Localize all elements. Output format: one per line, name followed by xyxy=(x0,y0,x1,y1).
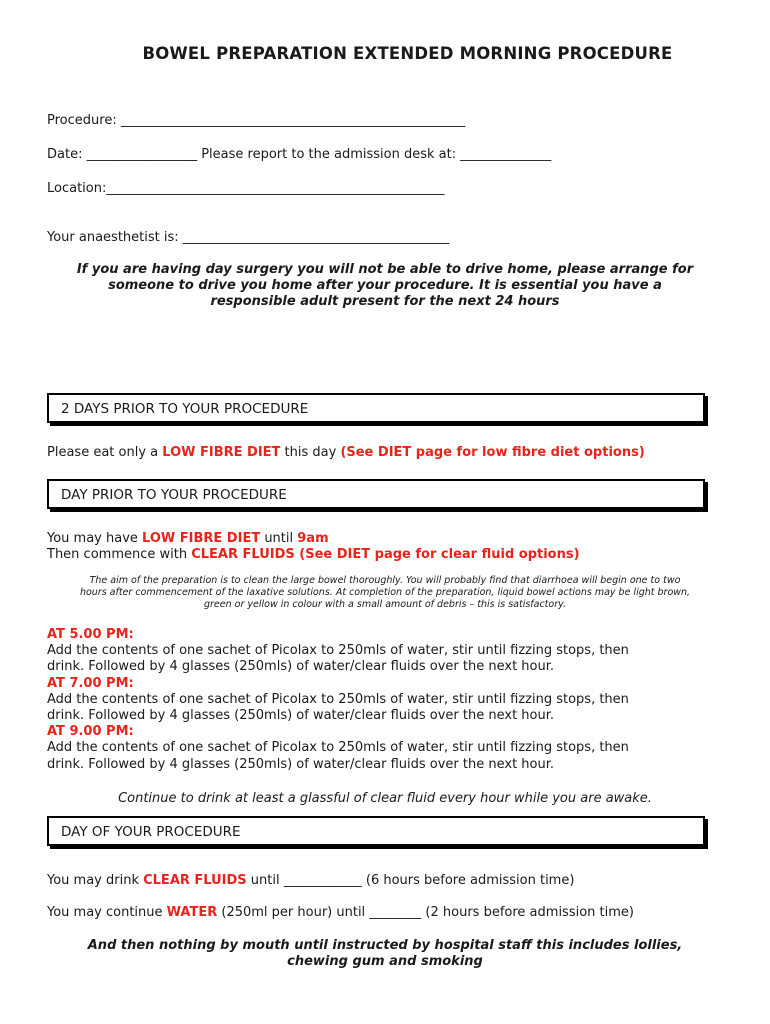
driving-warning: If you are having day surgery you will not be able to drive home, please arrange for someone to drive you home after your procedure. It is essential you have a responsible adult present for the next 24 hours xyxy=(76,262,694,309)
clear-fluids-until: You may drink CLEAR FLUIDS until ____________ (6 hours before admission time) xyxy=(47,873,575,888)
low-fibre-instruction: Please eat only a LOW FIBRE DIET this day (See DIET page for low fibre diet options) xyxy=(47,445,645,460)
document-title: BOWEL PREPARATION EXTENDED MORNING PROCEDURE xyxy=(142,44,673,63)
section-heading-2-days-prior: 2 DAYS PRIOR TO YOUR PROCEDURE xyxy=(47,393,705,423)
location-field: Location:____________________________________________________ xyxy=(47,181,445,196)
preparation-note: The aim of the preparation is to clean the large bowel thoroughly. You will probably find that diarrhoea will begin one to two hours after commencement of the laxative solutions. At completion of the preparation, liquid bowel actions may be light brown, green or yellow in colour with a small amount of debris – this is satisfactory. xyxy=(79,575,691,610)
dose-time: AT 9.00 PM: xyxy=(47,724,134,740)
nothing-by-mouth-warning: And then nothing by mouth until instructed by hospital staff this includes lollies, chewing gum and smoking xyxy=(87,938,683,969)
water-until: You may continue WATER (250ml per hour) until ________ (2 hours before admission time) xyxy=(47,905,634,920)
dose-time: AT 5.00 PM: xyxy=(47,627,134,642)
date-admission-field: Date: _________________ Please report to the admission desk at: ______________ xyxy=(47,147,552,162)
dose-schedule: AT 5.00 PM: Add the contents of one sachet of Picolax to 250mls of water, stir until fizzing stops, then drink. Followed by 4 glasses (250mls) of water/clear fluids over the next hour. AT 7.00 PM: Add the contents of one sachet of Picolax to 250mls of water, stir until fizzing stops, then drink. Followed by 4 glasses (250mls) of water/clear fluids over the next hour. AT 9.00 PM: Add the contents of one sachet of Picolax to 250mls of water, stir until fizzing stops, then drink. Followed by 4 glasses (250mls) of water/clear fluids over the next hour. xyxy=(47,627,629,772)
dose-time: AT 7.00 PM: xyxy=(47,675,134,691)
day-prior-diet-text: You may have LOW FIBRE DIET until 9am Then commence with CLEAR FLUIDS (See DIET page for clear fluid options) xyxy=(47,531,580,562)
continue-drinking-text: Continue to drink at least a glassful of clear fluid every hour while you are awake. xyxy=(118,791,652,806)
section-heading-day-prior: DAY PRIOR TO YOUR PROCEDURE xyxy=(47,479,705,509)
section-heading-day-of: DAY OF YOUR PROCEDURE xyxy=(47,816,705,846)
procedure-field: Procedure: _____________________________________________________ xyxy=(47,113,466,128)
anaesthetist-field: Your anaesthetist is: _________________________________________ xyxy=(47,230,450,245)
